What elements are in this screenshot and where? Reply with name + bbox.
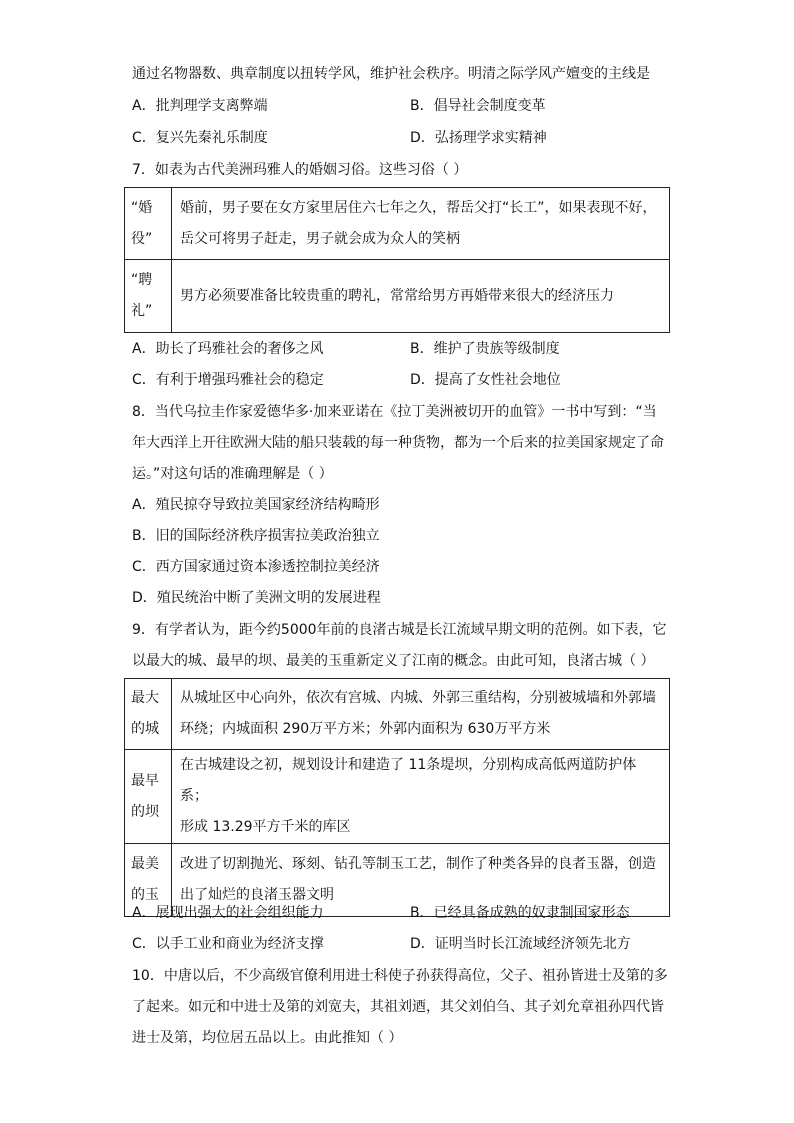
table-row — [125, 679, 670, 750]
q9-stem-line-2: 以最大的城、最早的坝、最美的玉重新定义了江南的概念。由此可知，良渚古城（ ） — [132, 653, 655, 669]
q7-text-1: 婚前，男子要在女方家里居住六七年之久，帮岳父打“长工”，如果表现不好， 岳父可将男子赶走，男子就会成为众人的笑柄 — [172, 188, 670, 260]
q10-stem-line-3: 进士及第，均位居五品以上。由此推知（ ） — [132, 1030, 403, 1046]
q9-key-3: 最美 的玉 — [125, 844, 172, 917]
q8-stem-line-3: 运。”对这句话的准确理解是（ ） — [132, 466, 333, 482]
q6-option-b: B．倡导社会制度变革 — [410, 98, 546, 114]
q8-option-b: B．旧的国际经济秩序损害拉美政治独立 — [132, 528, 380, 544]
q7-key-2: “聘 礼” — [125, 260, 172, 333]
q8-option-d: D．殖民统治中断了美洲文明的发展进程 — [132, 590, 381, 606]
q8-stem-line-2: 年大西洋上开往欧洲大陆的船只装载的每一种货物，都为一个后来的拉美国家规定了命 — [132, 435, 664, 451]
q8-option-c: C．西方国家通过资本渗透控制拉美经济 — [132, 559, 380, 575]
q9-text-3: 改进了切割抛光、琢刻、钻孔等制玉工艺，制作了种类各异的良者玉器，创造 出了灿烂的良渚玉器文明 — [172, 844, 670, 917]
q7-table — [124, 187, 670, 333]
q8-option-a: A．殖民掠夺导致拉美国家经济结构畸形 — [132, 497, 380, 513]
q7-text-2: 男方必须要准备比较贵重的聘礼，常常给男方再婚带来很大的经济压力 — [172, 260, 670, 333]
table-row — [125, 188, 670, 260]
q9-key-2: 最早 的坝 — [125, 750, 172, 844]
q6-option-a: A．批判理学支离弊端 — [132, 98, 268, 114]
q9-key-1: 最大 的城 — [125, 679, 172, 750]
q9-text-2: 在古城建设之初，规划设计和建造了 11条堤坝，分别构成高低两道防护体系； 形成 13.29平方千米的库区 — [172, 750, 670, 844]
q6-option-d: D．弘扬理学求实精神 — [410, 130, 547, 146]
q7-option-d: D．提高了女性社会地位 — [410, 372, 561, 388]
table-row — [125, 750, 670, 844]
q7-option-c: C．有利于增强玛雅社会的稳定 — [132, 372, 324, 388]
q7-option-b: B．维护了贵族等级制度 — [410, 341, 560, 357]
q10-stem-line-1: 10．中唐以后，不少高级官僚利用进士科使子孙获得高位，父子、祖孙皆进士及第的多 — [132, 968, 668, 984]
q9-option-d: D．证明当时长江流域经济领先北方 — [410, 936, 631, 952]
q9-stem-line-1: 9．有学者认为，距今约5000年前的良渚古城是长江流域早期文明的范例。如下表，它 — [132, 622, 667, 638]
q9-option-b: B．已经具备成熟的奴隶制国家形态 — [410, 905, 630, 921]
q7-option-a: A．助长了玛雅社会的奢侈之风 — [132, 341, 324, 357]
q8-stem-line-1: 8．当代乌拉圭作家爱德华多·加来亚诺在《拉丁美洲被切开的血管》一书中写到：“当 — [132, 404, 657, 420]
q7-stem: 7．如表为古代美洲玛雅人的婚姻习俗。这些习俗（ ） — [132, 162, 468, 178]
q6-option-c: C．复兴先秦礼乐制度 — [132, 130, 268, 146]
q9-option-c: C．以手工业和商业为经济支撑 — [132, 936, 324, 952]
q10-stem-line-2: 了起来。如元和中进士及第的刘宽夫，其祖刘迺，其父刘伯刍、其子刘允章祖孙四代皆 — [132, 999, 664, 1015]
q9-text-1: 从城址区中心向外，依次有宫城、内城、外郭三重结构，分别被城墙和外郭墙 环绕；内城面积 290万平方米；外郭内面积为 630万平方米 — [172, 679, 670, 750]
q7-key-1: “婚 役” — [125, 188, 172, 260]
table-row — [125, 260, 670, 333]
q9-option-a: A．展现出强大的社会组织能力 — [132, 905, 324, 921]
q6-stem-tail: 通过名物器数、典章制度以扭转学风，维护社会秩序。明清之际学风产嬗变的主线是 — [132, 66, 650, 82]
q9-table — [124, 678, 670, 917]
